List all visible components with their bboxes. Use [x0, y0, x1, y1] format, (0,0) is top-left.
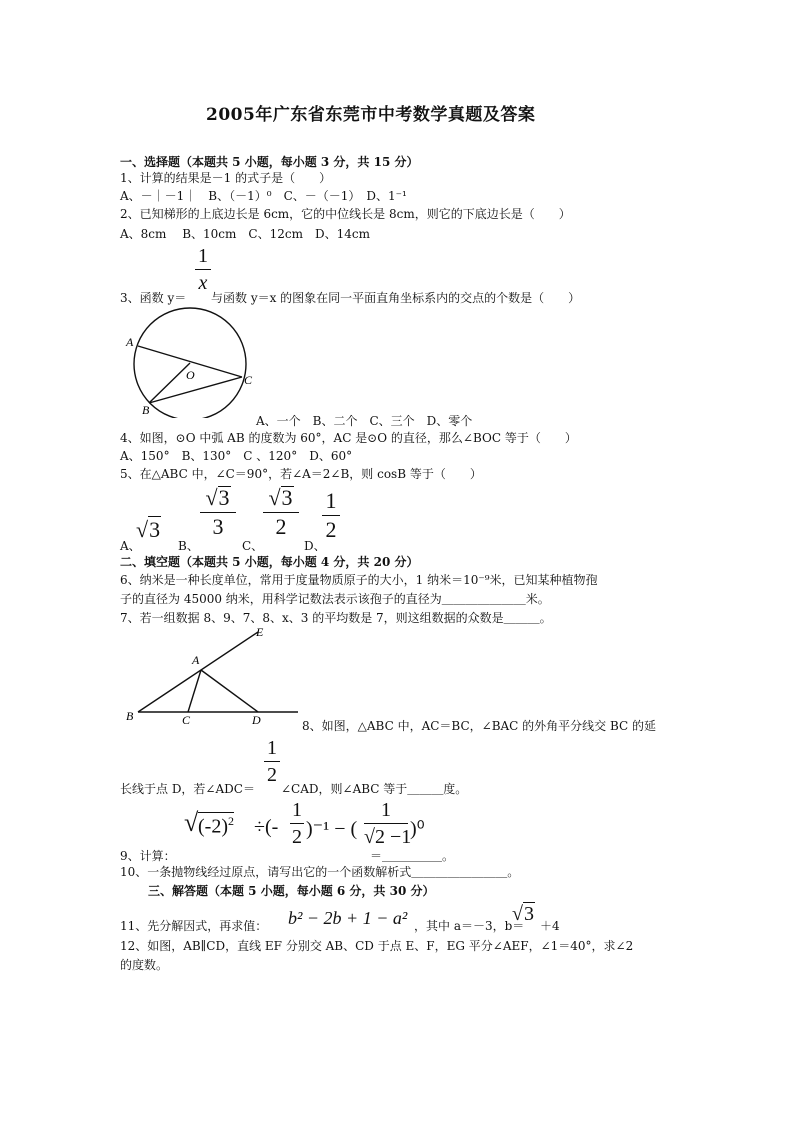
point-label-a: A — [192, 653, 200, 667]
fraction-numerator: 1 — [198, 245, 208, 267]
question-4-stem: 4、如图，⊙O 中弧 AB 的度数为 60°，AC 是⊙O 的直径，那么∠BOC 等于（ ） — [120, 431, 577, 445]
point-label-b: B — [142, 403, 150, 417]
question-10-stem: 10、一条抛物线经过原点，请写出它的一个函数解析式＿＿＿＿＿＿＿＿。 — [120, 865, 520, 879]
question-11-stem-b: ，其中 a＝－3，b＝ — [414, 919, 525, 933]
point-label-c: C — [182, 713, 191, 727]
point-label-a: A — [126, 335, 134, 349]
section-heading-choice: 一、选择题（本题共 5 小题，每小题 3 分，共 15 分） — [120, 155, 419, 169]
option-c-label: C、 — [242, 539, 264, 553]
question-1-stem: 1、计算的结果是－1 的式子是（ ） — [120, 171, 332, 185]
option-a-label: A、 — [120, 539, 141, 553]
point-label-c: C — [244, 373, 253, 387]
question-11-stem-c: ＋4 — [540, 919, 560, 933]
question-2-stem: 2、已知梯形的上底边长是 6cm，它的中位线长是 8cm，则它的下底边长是（ ） — [120, 207, 571, 221]
question-3-stem-a: 3、函数 y＝ — [120, 291, 187, 305]
page-title: 2005年广东省东莞市中考数学真题及答案 — [206, 105, 536, 125]
question-8-line-1: 8、如图，△ABC 中，AC＝BC，∠BAC 的外角平分线交 BC 的延 — [302, 719, 657, 733]
question-6-line-2: 子的直径为 45000 纳米，用科学记数法表示该孢子的直径为＿＿＿＿＿＿＿米。 — [120, 592, 550, 606]
question-9-label: 9、计算： — [120, 849, 176, 863]
point-label-b: B — [126, 709, 134, 723]
point-label-d: D — [252, 713, 261, 727]
option-d-fraction: 1 2 — [322, 490, 340, 541]
circle-figure — [118, 306, 258, 418]
question-3-fraction — [195, 246, 211, 293]
question-3-options: A、一个 B、二个 C、三个 D、零个 — [256, 414, 473, 428]
question-3-stem-b: 与函数 y＝x 的图象在同一平面直角坐标系内的交点的个数是（ ） — [211, 291, 581, 305]
fraction-denominator: x — [198, 272, 208, 294]
question-7-stem: 7、若一组数据 8、9、7、8、x、3 的平均数是 7，则这组数据的众数是＿＿＿。 — [120, 611, 552, 625]
question-1-options: A、－｜－1｜ B、（－1）⁰ C、－（－1） D、1⁻¹ — [120, 189, 407, 203]
question-2-options: A、8cm B、10cm C、12cm D、14cm — [120, 227, 370, 241]
point-label-e: E — [256, 625, 264, 639]
question-4-options: A、150° B、130° C 、120° D、60° — [120, 449, 353, 463]
triangle-figure — [118, 624, 302, 728]
point-label-o: O — [186, 368, 195, 382]
question-12-line-2: 的度数。 — [120, 958, 169, 972]
option-d-label: D、 — [304, 539, 326, 553]
option-a-sqrt3: √3 — [136, 517, 161, 542]
option-b-label: B、 — [178, 539, 199, 553]
question-9-answer-blank: ＝＿＿＿＿＿。 — [370, 849, 455, 863]
question-12-line-1: 12、如图，AB∥CD，直线 EF 分别交 AB、CD 于点 E、F，EG 平分∠AEF，∠1＝40°，求∠2 — [120, 939, 634, 953]
question-8-fraction: 1 2 — [264, 738, 280, 785]
option-c-fraction: √3 2 — [263, 486, 299, 538]
question-5-stem: 5、在△ABC 中，∠C＝90°，若∠A＝2∠B，则 cosB 等于（ ） — [120, 467, 482, 481]
question-11-stem-a: 11、先分解因式，再求值： — [120, 919, 268, 933]
section-heading-solve: 三、解答题（本题 5 小题，每小题 6 分，共 30 分） — [148, 884, 435, 898]
question-6-line-1: 6、纳米是一种长度单位，常用于度量物质原子的大小，1 纳米＝10⁻⁹米，已知某种植物孢 — [120, 573, 598, 587]
question-8-line-2a: 长线于点 D，若∠ADC＝ — [120, 782, 255, 796]
option-b-fraction: √3 3 — [200, 486, 236, 538]
question-11-sqrt3: √3 — [512, 903, 534, 925]
section-heading-fill: 二、填空题（本题共 5 小题，每小题 4 分，共 20 分） — [120, 555, 419, 569]
question-8-line-2b: ∠CAD，则∠ABC 等于＿＿＿度。 — [281, 782, 468, 796]
question-11-expression: b² − 2b + 1 − a² — [288, 908, 408, 928]
